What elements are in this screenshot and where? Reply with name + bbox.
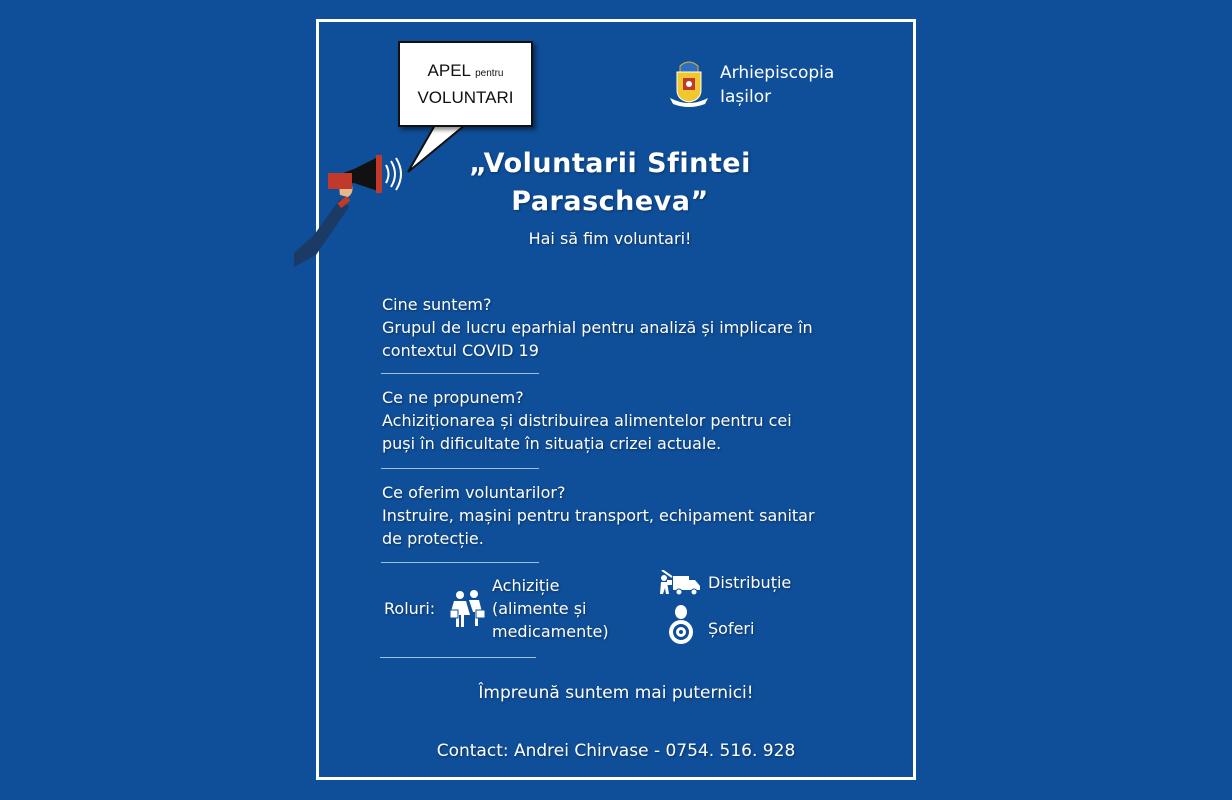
title-line1: „Voluntarii Sfintei <box>469 148 751 179</box>
section-answer: Achiziționarea și distribuirea alimentelor pentru cei <box>382 411 792 430</box>
slogan: Împreună suntem mai puternici! <box>478 683 754 703</box>
shoppers-icon <box>450 590 486 628</box>
roles-label: Roluri: <box>384 599 436 618</box>
section-answer: puși în dificultate în situația crizei actuale. <box>382 434 722 453</box>
section-answer: Grupul de lucru eparhial pentru analiză și implicare în <box>382 318 813 337</box>
delivery-truck-icon <box>659 570 701 596</box>
bubble-pentru: pentru <box>475 68 504 79</box>
logo-line2: Iașilor <box>720 87 772 107</box>
coat-of-arms-icon <box>668 60 710 108</box>
page-title <box>440 145 780 221</box>
divider <box>381 562 539 563</box>
logo-text <box>720 61 834 109</box>
role-achizitie-line2: (alimente și <box>492 599 587 618</box>
bubble-apel: APEL <box>427 61 471 80</box>
subtitle: Hai să fim voluntari! <box>528 229 692 248</box>
section-cine-suntem <box>382 293 872 362</box>
bubble-voluntari: VOLUNTARI <box>417 88 514 107</box>
divider <box>381 468 539 469</box>
section-question: Ce oferim voluntarilor? <box>382 483 566 502</box>
role-achizitie-line1: Achiziție <box>492 576 560 595</box>
role-distributie: Distribuție <box>708 573 792 592</box>
title-line2: Parascheva” <box>511 186 709 217</box>
role-achizitie <box>492 574 609 643</box>
divider <box>381 373 539 374</box>
role-soferi: Șoferi <box>708 619 755 638</box>
driver-steering-wheel-icon <box>668 605 694 645</box>
section-answer: de protecție. <box>382 529 484 548</box>
section-question: Cine suntem? <box>382 295 492 314</box>
speech-bubble <box>398 41 533 127</box>
section-question: Ce ne propunem? <box>382 388 524 407</box>
logo-line1: Arhiepiscopia <box>720 63 835 83</box>
section-answer: Instruire, mașini pentru transport, echipament sanitar <box>382 506 815 525</box>
section-ce-ne-propunem <box>382 386 872 455</box>
megaphone-hand-icon <box>294 155 404 267</box>
section-ce-oferim <box>382 481 872 550</box>
section-answer: contextul COVID 19 <box>382 341 539 360</box>
contact-info: Contact: Andrei Chirvase - 0754. 516. 928 <box>436 741 796 761</box>
divider <box>380 657 536 658</box>
role-achizitie-line3: medicamente) <box>492 622 609 641</box>
